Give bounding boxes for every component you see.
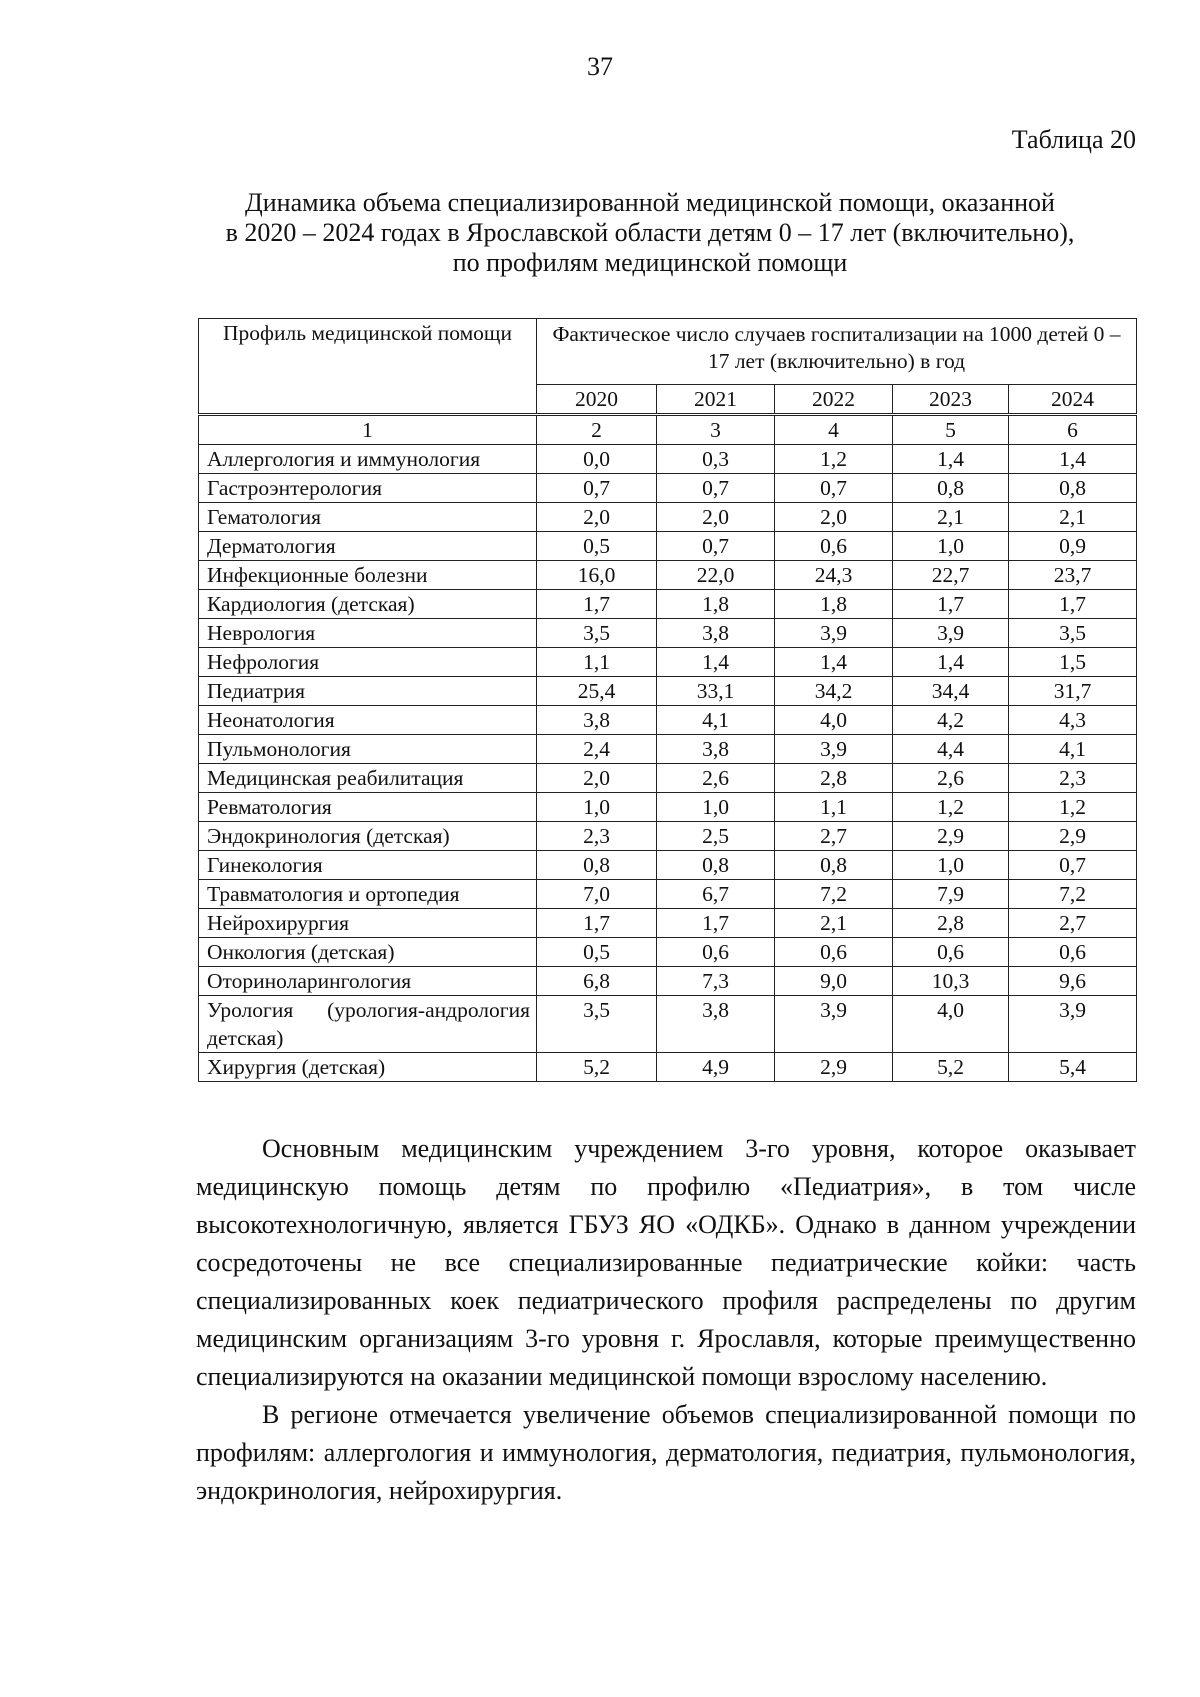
column-number: 1 — [199, 415, 537, 445]
row-value-2020: 1,1 — [537, 648, 657, 677]
row-profile: Пульмонология — [199, 735, 537, 764]
row-value-2022: 34,2 — [775, 677, 893, 706]
table-row — [199, 938, 1137, 967]
row-value-2024: 1,5 — [1009, 648, 1137, 677]
row-value-2021: 3,8 — [657, 735, 775, 764]
row-value-2022: 2,0 — [775, 503, 893, 532]
row-value-2023: 2,9 — [893, 822, 1009, 851]
row-value-2022: 2,7 — [775, 822, 893, 851]
body-text — [196, 1130, 1136, 1510]
row-value-2024: 3,5 — [1009, 619, 1137, 648]
row-value-2021: 1,0 — [657, 793, 775, 822]
row-profile: Эндокринология (детская) — [199, 822, 537, 851]
header-year: 2022 — [775, 385, 893, 415]
row-value-2021: 2,5 — [657, 822, 775, 851]
table-row — [199, 735, 1137, 764]
row-value-2024: 2,1 — [1009, 503, 1137, 532]
row-profile: Кардиология (детская) — [199, 590, 537, 619]
table-row — [199, 590, 1137, 619]
row-value-2022: 1,4 — [775, 648, 893, 677]
row-value-2020: 2,4 — [537, 735, 657, 764]
row-value-2021: 33,1 — [657, 677, 775, 706]
row-value-2021: 0,3 — [657, 445, 775, 474]
row-value-2023: 3,9 — [893, 619, 1009, 648]
row-value-2020: 1,7 — [537, 909, 657, 938]
row-profile: Урология (урология-андрология детская) — [199, 996, 537, 1053]
row-profile: Гинекология — [199, 851, 537, 880]
row-value-2023: 0,6 — [893, 938, 1009, 967]
row-value-2022: 7,2 — [775, 880, 893, 909]
row-value-2024: 9,6 — [1009, 967, 1137, 996]
row-value-2024: 1,4 — [1009, 445, 1137, 474]
row-value-2023: 1,7 — [893, 590, 1009, 619]
row-value-2022: 0,6 — [775, 938, 893, 967]
row-value-2020: 3,5 — [537, 996, 657, 1053]
row-value-2022: 9,0 — [775, 967, 893, 996]
row-value-2021: 2,6 — [657, 764, 775, 793]
row-value-2020: 6,8 — [537, 967, 657, 996]
row-value-2021: 4,1 — [657, 706, 775, 735]
paragraph: В регионе отмечается увеличение объемов специализированной помощи по профилям: аллергология и иммунология, дерматология, педиатрия, пульмонология, эндокринология, нейрохирургия. — [196, 1400, 1136, 1505]
row-value-2024: 1,7 — [1009, 590, 1137, 619]
table-row — [199, 996, 1137, 1053]
column-number: 5 — [893, 415, 1009, 445]
row-value-2022: 3,9 — [775, 735, 893, 764]
row-value-2023: 4,2 — [893, 706, 1009, 735]
table-row — [199, 503, 1137, 532]
row-value-2024: 1,2 — [1009, 793, 1137, 822]
row-profile: Медицинская реабилитация — [199, 764, 537, 793]
row-value-2020: 0,5 — [537, 938, 657, 967]
row-profile: Аллергология и иммунология — [199, 445, 537, 474]
column-number: 4 — [775, 415, 893, 445]
table-row — [199, 561, 1137, 590]
row-value-2020: 2,0 — [537, 503, 657, 532]
row-profile: Педиатрия — [199, 677, 537, 706]
row-value-2024: 3,9 — [1009, 996, 1137, 1053]
row-profile: Гематология — [199, 503, 537, 532]
row-value-2021: 3,8 — [657, 619, 775, 648]
table-row — [199, 1053, 1137, 1082]
header-profile: Профиль медицинской помощи — [199, 319, 537, 415]
row-value-2024: 2,3 — [1009, 764, 1137, 793]
caption-line: в 2020 – 2024 годах в Ярославской области детям 0 – 17 лет (включительно), — [225, 218, 1075, 247]
table-header — [199, 319, 1137, 415]
row-value-2023: 2,8 — [893, 909, 1009, 938]
row-value-2023: 4,4 — [893, 735, 1009, 764]
row-value-2021: 0,7 — [657, 474, 775, 503]
table-row — [199, 706, 1137, 735]
row-profile: Оториноларингология — [199, 967, 537, 996]
row-value-2023: 22,7 — [893, 561, 1009, 590]
row-value-2022: 2,1 — [775, 909, 893, 938]
row-value-2023: 1,4 — [893, 648, 1009, 677]
caption-line: Динамика объема специализированной медицинской помощи, оказанной — [245, 188, 1055, 217]
row-value-2022: 3,9 — [775, 619, 893, 648]
column-number: 6 — [1009, 415, 1137, 445]
row-profile: Гастроэнтерология — [199, 474, 537, 503]
row-value-2024: 2,7 — [1009, 909, 1137, 938]
row-value-2023: 34,4 — [893, 677, 1009, 706]
row-value-2024: 2,9 — [1009, 822, 1137, 851]
row-value-2021: 2,0 — [657, 503, 775, 532]
row-value-2021: 3,8 — [657, 996, 775, 1053]
row-value-2020: 1,0 — [537, 793, 657, 822]
row-value-2021: 0,8 — [657, 851, 775, 880]
row-value-2021: 1,7 — [657, 909, 775, 938]
row-value-2021: 6,7 — [657, 880, 775, 909]
row-value-2020: 0,7 — [537, 474, 657, 503]
row-value-2023: 1,0 — [893, 532, 1009, 561]
row-value-2023: 4,0 — [893, 996, 1009, 1053]
row-profile: Инфекционные болезни — [199, 561, 537, 590]
row-value-2023: 1,0 — [893, 851, 1009, 880]
header-rate: Фактическое число случаев госпитализации на 1000 детей 0 – 17 лет (включительно) в год — [537, 319, 1137, 385]
table-row — [199, 764, 1137, 793]
row-value-2020: 2,0 — [537, 764, 657, 793]
row-value-2021: 7,3 — [657, 967, 775, 996]
row-value-2020: 7,0 — [537, 880, 657, 909]
row-value-2024: 0,8 — [1009, 474, 1137, 503]
table-row — [199, 677, 1137, 706]
header-year: 2023 — [893, 385, 1009, 415]
row-value-2024: 31,7 — [1009, 677, 1137, 706]
row-value-2020: 25,4 — [537, 677, 657, 706]
row-value-2024: 7,2 — [1009, 880, 1137, 909]
row-value-2022: 4,0 — [775, 706, 893, 735]
row-value-2020: 5,2 — [537, 1053, 657, 1082]
row-value-2020: 0,5 — [537, 532, 657, 561]
table-row — [199, 851, 1137, 880]
row-value-2024: 23,7 — [1009, 561, 1137, 590]
row-value-2024: 0,9 — [1009, 532, 1137, 561]
row-profile: Хирургия (детская) — [199, 1053, 537, 1082]
row-value-2022: 3,9 — [775, 996, 893, 1053]
row-value-2021: 0,7 — [657, 532, 775, 561]
row-profile: Неонатология — [199, 706, 537, 735]
row-profile: Онкология (детская) — [199, 938, 537, 967]
row-value-2022: 1,8 — [775, 590, 893, 619]
table-row — [199, 793, 1137, 822]
page-number: 37 — [587, 52, 613, 81]
row-profile: Нефрология — [199, 648, 537, 677]
column-number: 2 — [537, 415, 657, 445]
caption-line: по профилям медицинской помощи — [452, 248, 848, 277]
table-row — [199, 445, 1137, 474]
row-value-2022: 2,9 — [775, 1053, 893, 1082]
row-profile: Нейрохирургия — [199, 909, 537, 938]
row-value-2022: 0,7 — [775, 474, 893, 503]
row-value-2020: 1,7 — [537, 590, 657, 619]
column-numbers — [199, 415, 1137, 445]
row-profile: Травматология и ортопедия — [199, 880, 537, 909]
row-value-2020: 3,5 — [537, 619, 657, 648]
row-profile: Ревматология — [199, 793, 537, 822]
row-value-2020: 2,3 — [537, 822, 657, 851]
row-value-2020: 3,8 — [537, 706, 657, 735]
header-year: 2021 — [657, 385, 775, 415]
data-table — [198, 318, 1137, 1082]
row-value-2023: 0,8 — [893, 474, 1009, 503]
table-body — [199, 445, 1137, 1082]
header-year: 2024 — [1009, 385, 1137, 415]
row-value-2022: 1,1 — [775, 793, 893, 822]
row-value-2024: 0,6 — [1009, 938, 1137, 967]
table-row — [199, 619, 1137, 648]
row-value-2023: 2,6 — [893, 764, 1009, 793]
table-row — [199, 648, 1137, 677]
row-value-2024: 5,4 — [1009, 1053, 1137, 1082]
row-value-2021: 0,6 — [657, 938, 775, 967]
row-value-2024: 4,3 — [1009, 706, 1137, 735]
row-value-2022: 0,6 — [775, 532, 893, 561]
header-year: 2020 — [537, 385, 657, 415]
table-label: Таблица 20 — [1011, 125, 1136, 154]
row-value-2023: 5,2 — [893, 1053, 1009, 1082]
table-row — [199, 880, 1137, 909]
row-profile: Неврология — [199, 619, 537, 648]
row-value-2022: 1,2 — [775, 445, 893, 474]
table-caption — [150, 188, 1150, 278]
row-value-2024: 4,1 — [1009, 735, 1137, 764]
row-value-2023: 7,9 — [893, 880, 1009, 909]
row-value-2023: 1,4 — [893, 445, 1009, 474]
table-row — [199, 474, 1137, 503]
paragraph: Основным медицинским учреждением 3-го уровня, которое оказывает медицинскую помощь детям по профилю «Педиатрия», в том числе высокотехнологичную, является ГБУЗ ЯО «ОДКБ». Однако в данном учреждении сосредоточены не все специализированные педиатрические койки: часть специализированных коек педиатрического профиля распределены по другим медицинским организациям 3-го уровня г. Ярославля, которые преимущественно специализируются на оказании медицинской помощи взрослому населению. — [196, 1134, 1136, 1391]
row-value-2020: 0,8 — [537, 851, 657, 880]
table-row — [199, 532, 1137, 561]
row-value-2021: 22,0 — [657, 561, 775, 590]
row-value-2020: 0,0 — [537, 445, 657, 474]
column-number: 3 — [657, 415, 775, 445]
table-row — [199, 909, 1137, 938]
row-value-2022: 24,3 — [775, 561, 893, 590]
table-row — [199, 967, 1137, 996]
row-profile: Дерматология — [199, 532, 537, 561]
row-value-2023: 10,3 — [893, 967, 1009, 996]
row-value-2023: 1,2 — [893, 793, 1009, 822]
row-value-2021: 1,4 — [657, 648, 775, 677]
row-value-2023: 2,1 — [893, 503, 1009, 532]
row-value-2022: 2,8 — [775, 764, 893, 793]
table-row — [199, 822, 1137, 851]
row-value-2021: 4,9 — [657, 1053, 775, 1082]
row-value-2020: 16,0 — [537, 561, 657, 590]
row-value-2021: 1,8 — [657, 590, 775, 619]
row-value-2024: 0,7 — [1009, 851, 1137, 880]
row-value-2022: 0,8 — [775, 851, 893, 880]
